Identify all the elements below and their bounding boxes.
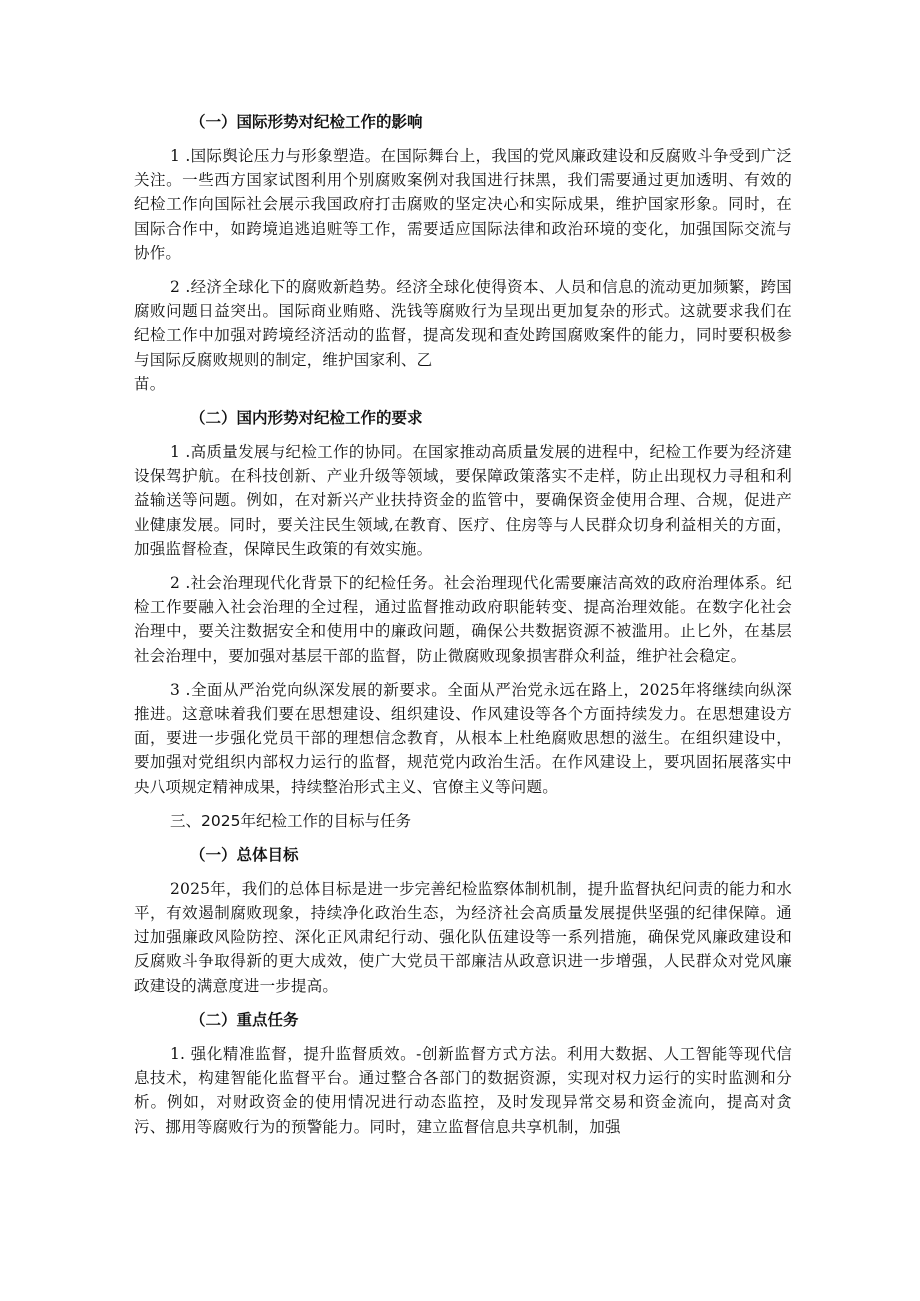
- section-heading-domestic: （二）国内形势对纪检工作的要求: [190, 409, 423, 428]
- paragraph-overall-goal: 2025年，我们的总体目标是进一步完善纪检监察体制机制，提升监督执纪问责的能力和水平，有效遏制腐败现象，持续净化政治生态，为经济社会高质量发展提供坚强的纪律保障。通过加强廉政风险防控、深化正风肃纪行动、强化队伍建设等一系列措施，确保党风廉政建设和反腐败斗争取得新的更大成效，使广大党员干部廉洁从政意识进一步增强，人民群众对党风廉政建设的满意度进一步提高。: [134, 879, 792, 995]
- section-heading-international: （一）国际形势对纪检工作的影响: [190, 113, 423, 131]
- section-heading-key-tasks: （二）重点任务: [190, 1010, 299, 1029]
- paragraph-precise-supervision: 1. 强化精准监督，提升监督质效。-创新监督方式方法。利用大数据、人工智能等现代信息技术，构建智能化监督平台。通过整合各部门的数据资源，实现对权力运行的实时监测和分析。例如，对财政资金的使用情况进行动态监控，及时发现异常交易和资金流向，提高对贪污、挪用等腐败行为的预警能力。同时，建立监督信息共享机制，加强: [134, 1044, 792, 1136]
- paragraph-social-governance: 2 .社会治理现代化背景下的纪检任务。社会治理现代化需要廉洁高效的政府治理体系。纪检工作要融入社会治理的全过程，通过监督推动政府职能转变、提高治理效能。在数字化社会治理中，要关注数据安全和使用中的廉政问题，确保公共数据资源不被滥用。止匕外，在基层社会治理中，要加强对基层干部的监督，防止微腐败现象损害群众利益，维护社会稳定。: [134, 574, 792, 665]
- paragraph-high-quality-development: 1 .高质量发展与纪检工作的协同。在国家推动高质量发展的进程中，纪检工作要为经济建设保驾护航。在科技创新、产业升级等领域，要保障政策落实不走样，防止出现权力寻租和利益输送等问题。例如，在对新兴产业扶持资金的监管中，要确保资金使用合理、合规，促进产业健康发展。同时，要关注民生领域,在教育、医疗、住房等与人民群众切身利益相关的方面，加强监督检查，保障民生政策的有效实施。: [134, 443, 792, 558]
- paragraph-continuation: 苗。: [134, 374, 166, 393]
- section-heading-overall-goal: （一）总体目标: [190, 845, 299, 864]
- paragraph-globalization-corruption: 2 .经济全球化下的腐败新趋势。经济全球化使得资本、人员和信息的流动更加频繁，跨国腐败问题日益突出。国际商业贿赂、洗钱等腐败行为呈现出更加复杂的形式。这就要求我们在纪检工作中加强对跨境经济活动的监督，提高发现和查处跨国腐败案件的能力，同时要积极参与国际反腐败规则的制定，维护国家利、乙: [134, 278, 792, 369]
- paragraph-strict-party-governance: 3 .全面从严治党向纵深发展的新要求。全面从严治党永远在路上，2025年将继续向纵深推进。这意味着我们要在思想建设、组织建设、作风建设等各个方面持续发力。在思想建设方面，要进一步强化党员干部的理想信念教育，从根本上杜绝腐败思想的滋生。在组织建设中，要加强对党组织内部权力运行的监督，规范党内政治生活。在作风建设上，要巩固拓展落实中央八项规定精神成果，持续整治形式主义、官僚主义等问题。: [134, 680, 792, 796]
- chapter-heading-goals-tasks: 三、2025年纪检工作的目标与任务: [170, 811, 411, 830]
- paragraph-international-opinion: 1 .国际舆论压力与形象塑造。在国际舞台上，我国的党风廉政建设和反腐败斗争受到广泛关注。一些西方国家试图利用个别腐败案例对我国进行抹黑，我们需要通过更加透明、有效的纪检工作向国际社会展示我国政府打击腐败的坚定决心和实际成果，维护国家形象。同时，在国际合作中，如跨境追逃追赃等工作，需要适应国际法律和政治环境的变化，加强国际交流与协作。: [134, 147, 792, 262]
